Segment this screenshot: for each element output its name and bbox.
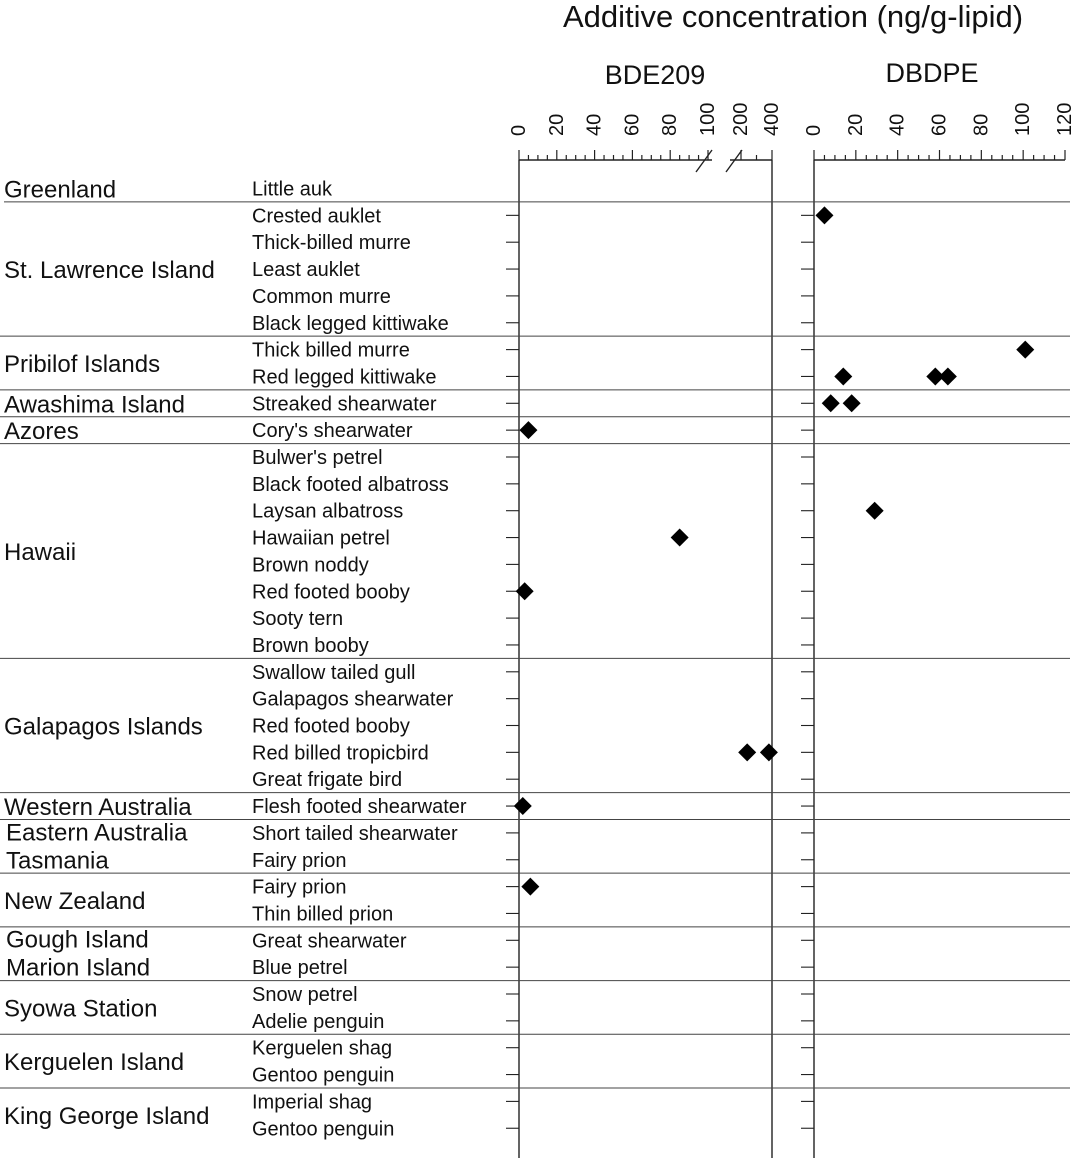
bde209-tick-label: 40 [583, 113, 606, 136]
bde209-tick-label: 400 [761, 102, 783, 136]
dbdpe-point [843, 394, 861, 412]
region-label: Galapagos Islands [4, 713, 203, 741]
species-label: Red billed tropicbird [252, 742, 429, 765]
species-label: Thick billed murre [252, 339, 410, 362]
species-label: Bulwer's petrel [252, 447, 383, 469]
species-label: Kerguelen shag [252, 1037, 393, 1060]
species-label: Thick-billed murre [252, 232, 411, 255]
species-label: Black footed albatross [252, 473, 449, 496]
region-label: Tasmania [6, 847, 109, 875]
dbdpe-tick-label: 40 [886, 113, 909, 136]
region-label: Kerguelen Island [4, 1049, 185, 1077]
dbdpe-point [834, 367, 852, 385]
axis-break-mark [696, 150, 712, 172]
species-label: Brown noddy [252, 554, 369, 577]
dbdpe-tick-label: 0 [803, 124, 825, 136]
species-label: Sooty tern [252, 608, 344, 631]
bde209-tick-label: 60 [621, 113, 644, 136]
species-label: Red footed booby [252, 581, 410, 604]
species-label: Fairy prion [252, 849, 347, 872]
bde209-tick-label: 200 [730, 102, 752, 136]
dbdpe-tick-label: 20 [844, 113, 867, 136]
region-label: Syowa Station [4, 995, 158, 1023]
bde209-tick-label: 20 [545, 113, 568, 136]
species-label: Imperial shag [252, 1091, 373, 1114]
panel-title-dbdpe: DBDPE [885, 58, 979, 88]
dbdpe-point [815, 206, 833, 224]
species-label: Great shearwater [252, 930, 407, 953]
species-label: Red footed booby [252, 715, 410, 738]
species-label: Short tailed shearwater [252, 822, 458, 845]
region-label: Gough Island [6, 926, 149, 954]
species-label: Thin billed prion [252, 903, 394, 926]
region-label: Eastern Australia [6, 819, 188, 847]
species-label: Streaked shearwater [252, 393, 437, 416]
species-label: Hawaiian petrel [252, 527, 390, 550]
region-label: Awashima Island [4, 391, 185, 419]
species-label: Red legged kittiwake [252, 366, 437, 389]
species-label: Snow petrel [252, 984, 358, 1006]
species-label: Gentoo penguin [252, 1118, 395, 1141]
rows-layer [0, 177, 1070, 1141]
species-label: Galapagos shearwater [252, 688, 454, 711]
region-label: King George Island [4, 1102, 210, 1130]
dbdpe-tick-label: 100 [1012, 102, 1035, 136]
axis-break-mark [726, 150, 742, 172]
species-label: Great frigate bird [252, 769, 403, 792]
bde209-point [760, 743, 778, 761]
dbdpe-tick-label: 80 [970, 113, 993, 136]
bde209-point [514, 797, 532, 815]
species-label: Swallow tailed gull [252, 661, 416, 684]
species-label: Laysan albatross [252, 500, 404, 523]
region-label: Greenland [4, 176, 117, 204]
region-label: New Zealand [4, 888, 146, 916]
panel-title-bde209: BDE209 [604, 60, 706, 90]
region-label: St. Lawrence Island [4, 257, 215, 285]
species-label: Little auk [252, 178, 333, 201]
region-label: Hawaii [4, 538, 77, 566]
region-label: Marion Island [6, 954, 151, 982]
bde209-tick-label: 0 [508, 124, 530, 136]
bde209-tick-label: 100 [697, 102, 719, 136]
dbdpe-point [1016, 341, 1034, 359]
bde209-point [521, 878, 539, 896]
bde209-point [519, 421, 537, 439]
species-label: Fairy prion [252, 876, 347, 899]
dbdpe-point [822, 394, 840, 412]
species-label: Cory's shearwater [252, 420, 413, 443]
axes-layer [508, 103, 1076, 1158]
dbdpe-point [866, 502, 884, 520]
species-label: Flesh footed shearwater [252, 796, 467, 819]
species-label: Blue petrel [252, 957, 348, 980]
bde209-tick-label: 80 [659, 113, 682, 136]
species-label: Brown booby [252, 634, 369, 657]
region-label: Pribilof Islands [4, 351, 161, 379]
dbdpe-tick-label: 120 [1054, 102, 1076, 136]
dbdpe-point [939, 367, 957, 385]
bde209-point [671, 529, 689, 547]
species-label: Common murre [252, 285, 391, 308]
bde209-point [738, 743, 756, 761]
species-label: Adelie penguin [252, 1010, 385, 1033]
region-label: Western Australia [4, 794, 192, 822]
species-label: Crested auklet [252, 205, 381, 228]
region-label: Azores [4, 418, 79, 446]
dbdpe-tick-label: 60 [928, 113, 951, 136]
species-label: Gentoo penguin [252, 1064, 395, 1087]
chart-title: Additive concentration (ng/g-lipid) [562, 0, 1024, 34]
species-label: Black legged kittiwake [252, 312, 449, 335]
species-label: Least auklet [252, 259, 360, 282]
